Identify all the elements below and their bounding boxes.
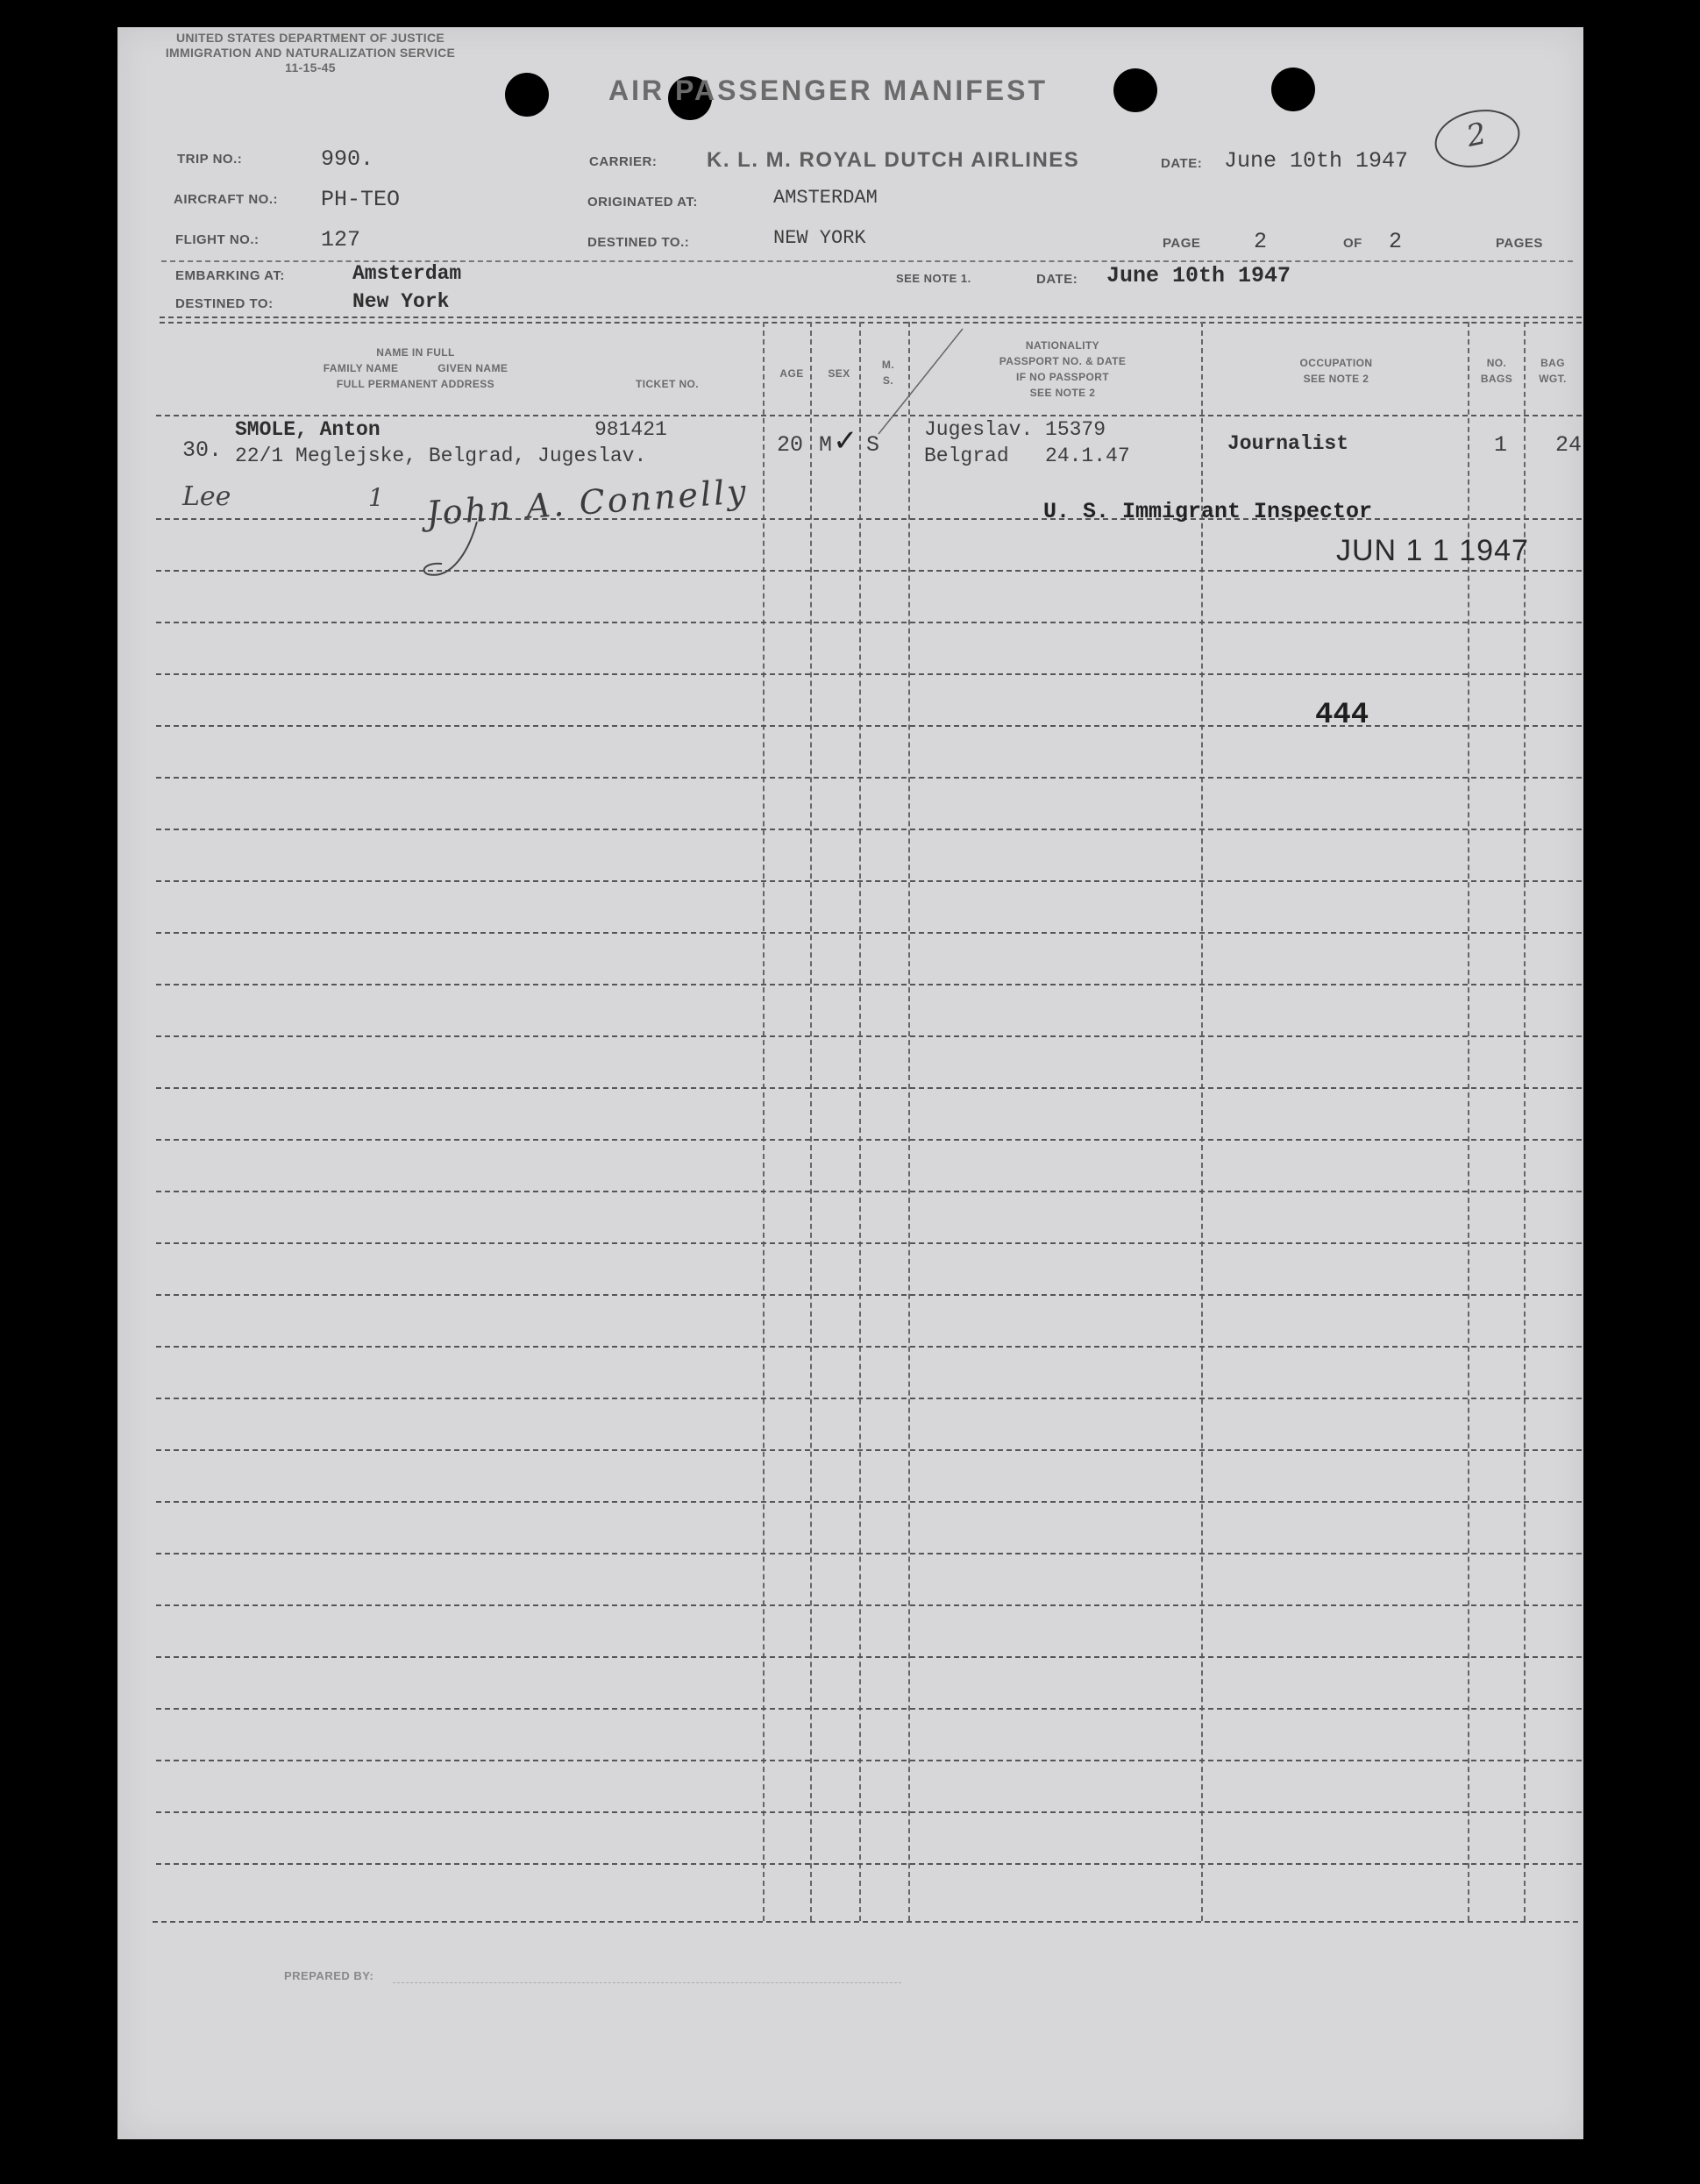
passenger-number: 30. xyxy=(182,438,223,463)
table-row-rule xyxy=(156,1139,1582,1141)
col-nat-line2: PASSPORT NO. & DATE xyxy=(999,355,1127,367)
originated-at-label: ORIGINATED AT: xyxy=(587,195,698,210)
col-name-line2: FAMILY NAME GIVEN NAME xyxy=(323,362,509,374)
punch-hole xyxy=(1271,68,1315,111)
table-row-rule xyxy=(156,932,1582,934)
handwriting-left: Lee xyxy=(182,481,231,512)
table-row-rule xyxy=(156,1604,1582,1606)
passenger-bags: 1 xyxy=(1494,432,1508,458)
date-value: June 10th 1947 xyxy=(1224,148,1409,174)
table-row-rule xyxy=(156,1346,1582,1348)
embarking-at-value: Amsterdam xyxy=(352,262,462,285)
col-wgt-line2: WGT. xyxy=(1539,373,1567,385)
col-bags-line2: BAGS xyxy=(1480,373,1513,385)
destined-to-top-label: DESTINED TO.: xyxy=(587,235,690,250)
table-row-rule xyxy=(156,1708,1582,1710)
destined-to-label: DESTINED TO: xyxy=(175,296,274,311)
handwriting-mark: 1 xyxy=(368,483,384,512)
passenger-sex: M xyxy=(819,432,833,458)
col-occ-line2: SEE NOTE 2 xyxy=(1303,373,1369,385)
see-note-1-label: SEE NOTE 1. xyxy=(896,272,971,285)
passenger-nationality: Jugeslav. 15379 xyxy=(924,418,1106,441)
col-name-line3: FULL PERMANENT ADDRESS xyxy=(336,378,495,390)
signature-flourish xyxy=(416,518,521,588)
carrier-label: CARRIER: xyxy=(589,154,658,169)
table-row-rule xyxy=(156,984,1582,985)
table-row-rule xyxy=(156,1294,1582,1296)
table-row-rule xyxy=(156,1191,1582,1192)
table-column-rule xyxy=(763,322,765,1921)
col-occ-line1: OCCUPATION xyxy=(1299,357,1373,369)
col-bags-header xyxy=(1469,355,1524,387)
col-age-header: AGE xyxy=(779,367,804,380)
corner-mark xyxy=(1429,103,1525,175)
table-row-rule xyxy=(156,777,1582,779)
table-row-rule xyxy=(156,1863,1582,1865)
table-row-rule xyxy=(156,1553,1582,1554)
flight-no-value: 127 xyxy=(321,227,361,253)
destined-to-value: New York xyxy=(352,290,450,313)
passenger-ticket: 981421 xyxy=(594,418,667,441)
col-ms-line1: M. xyxy=(881,359,895,371)
table-column-rule xyxy=(859,322,861,1921)
punch-hole xyxy=(1113,68,1157,112)
col-occupation-header xyxy=(1205,355,1468,387)
of-label: OF xyxy=(1343,236,1362,251)
trip-no-label: TRIP NO.: xyxy=(177,152,243,167)
table-row-rule xyxy=(156,415,1582,416)
inspector-signature: John A. Connelly xyxy=(424,472,750,533)
date-stamp: JUN 1 1 1947 xyxy=(1336,534,1529,567)
trip-no-value: 990. xyxy=(321,146,374,172)
passenger-age: 20 xyxy=(777,432,804,458)
col-nat-line3: IF NO PASSPORT xyxy=(1015,371,1110,383)
of-pages-value: 2 xyxy=(1389,229,1403,254)
col-nat-line1: NATIONALITY xyxy=(1025,339,1100,352)
passenger-occupation: Journalist xyxy=(1227,432,1349,455)
number-stamp: 444 xyxy=(1315,699,1369,732)
page-title: AIR PASSENGER MANIFEST xyxy=(608,75,1048,106)
col-name-line1: NAME IN FULL xyxy=(376,346,455,359)
col-name-header xyxy=(249,345,582,392)
pages-label: PAGES xyxy=(1496,236,1543,251)
table-row-rule xyxy=(156,1242,1582,1244)
table-top-rule-2 xyxy=(160,322,1582,324)
table-column-rule xyxy=(908,322,910,1921)
agency-line-2: IMMIGRATION AND NATURALIZATION SERVICE xyxy=(165,46,456,60)
table-row-rule xyxy=(156,622,1582,623)
passenger-weight: 24 xyxy=(1555,432,1583,458)
prepared-by-label: PREPARED BY: xyxy=(284,1969,374,1982)
passenger-name: SMOLE, Anton xyxy=(235,418,381,441)
destined-to-top-value: NEW YORK xyxy=(773,227,866,249)
col-sex-header: SEX xyxy=(828,367,850,380)
agency-line-1: UNITED STATES DEPARTMENT OF JUSTICE xyxy=(175,31,445,45)
aircraft-no-label: AIRCRAFT NO.: xyxy=(174,192,278,207)
date2-label: DATE: xyxy=(1036,272,1078,287)
table-row-rule xyxy=(156,673,1582,675)
embarking-at-label: EMBARKING AT: xyxy=(175,268,285,283)
agency-line-3: 11-15-45 xyxy=(285,60,336,75)
passenger-address: 22/1 Meglejske, Belgrad, Jugeslav. xyxy=(235,445,647,467)
date2-value: June 10th 1947 xyxy=(1106,263,1291,288)
col-weight-header xyxy=(1526,355,1580,387)
date-label: DATE: xyxy=(1161,156,1203,171)
corner-mark-text: 2 xyxy=(1463,116,1490,154)
table-row-rule xyxy=(156,1087,1582,1089)
prepared-by-line xyxy=(393,1982,901,1983)
agency-heading xyxy=(153,31,468,75)
table-row-rule xyxy=(156,1760,1582,1761)
table-top-rule xyxy=(160,317,1582,318)
table-row-rule xyxy=(153,1921,1578,1923)
page-label: PAGE xyxy=(1163,236,1201,251)
table-column-rule xyxy=(810,322,812,1921)
page-value: 2 xyxy=(1254,229,1268,254)
table-row-rule xyxy=(156,1449,1582,1451)
aircraft-no-value: PH-TEO xyxy=(321,187,401,212)
passenger-checkmark: ✓ xyxy=(833,423,858,459)
table-row-rule xyxy=(156,880,1582,882)
table-row-rule xyxy=(156,1398,1582,1399)
passenger-marital-status: S xyxy=(866,432,880,458)
manifest-sheet xyxy=(117,27,1583,2139)
table-row-rule xyxy=(156,1035,1582,1037)
col-nat-line4: SEE NOTE 2 xyxy=(1029,387,1096,399)
col-wgt-line1: BAG xyxy=(1540,357,1565,369)
table-row-rule xyxy=(156,570,1582,572)
inspector-title: U. S. Immigrant Inspector xyxy=(1043,499,1373,524)
table-column-rule xyxy=(1201,322,1203,1921)
col-ms-line2: S. xyxy=(882,374,894,387)
col-bags-line1: NO. xyxy=(1486,357,1507,369)
table-row-rule xyxy=(156,1811,1582,1813)
passenger-passport: Belgrad 24.1.47 xyxy=(924,445,1130,467)
flight-no-label: FLIGHT NO.: xyxy=(175,232,260,247)
table-row-rule xyxy=(156,1656,1582,1658)
punch-hole xyxy=(505,73,549,117)
originated-at-value: AMSTERDAM xyxy=(773,187,878,209)
carrier-value: K. L. M. ROYAL DUTCH AIRLINES xyxy=(707,148,1080,172)
col-ticket-header: TICKET NO. xyxy=(636,378,699,390)
table-row-rule xyxy=(156,1501,1582,1503)
table-row-rule xyxy=(156,829,1582,830)
